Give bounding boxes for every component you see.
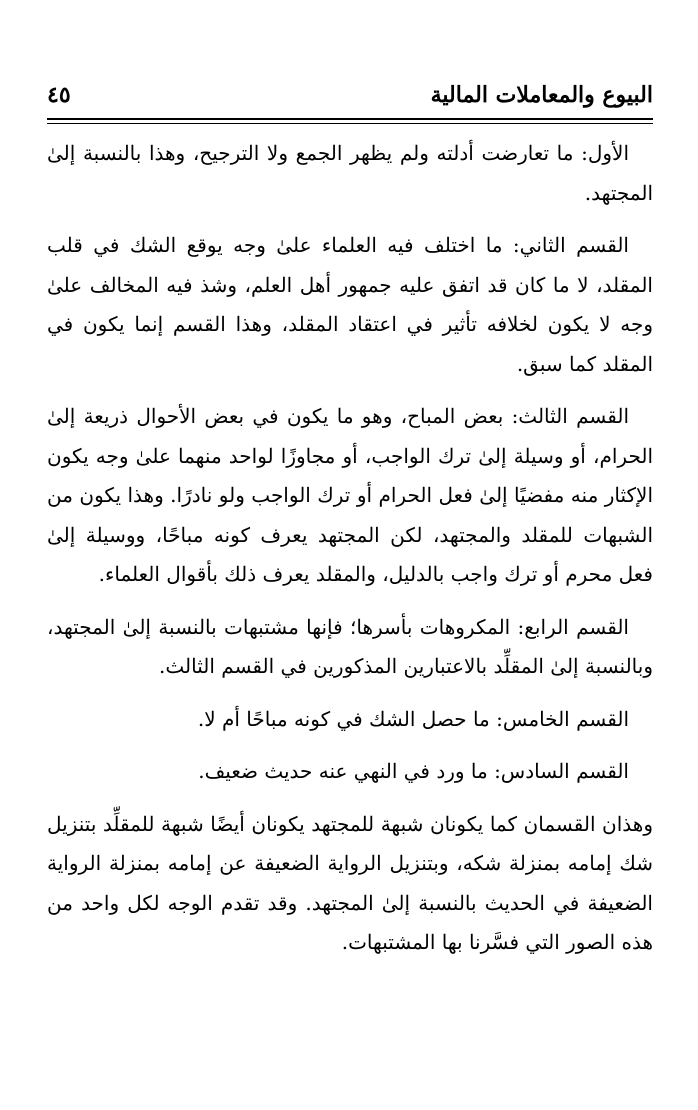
body-text bbox=[47, 134, 653, 963]
header-rule-thick bbox=[47, 118, 653, 120]
page-header bbox=[47, 78, 653, 112]
running-title: البيوع والمعاملات المالية bbox=[430, 82, 653, 108]
page-number: ٤٥ bbox=[47, 82, 71, 108]
paragraph-section-three: القسم الثالث: بعض المباح، وهو ما يكون في بعض الأحوال ذريعة إلىٰ الحرام، أو وسيلة إلىٰ ترك الواجب، أو مجاوزًا لواحد منهما علىٰ وجه يكون الإكثار منه مفضيًا إلىٰ فعل الحرام أو ترك الواجب ولو نادرًا. وهذا يكون من الشبهات للمقلد والمجتهد، لكن المجتهد يعرف كونه مباحًا، ووسيلة إلىٰ فعل محرم أو ترك واجب بالدليل، والمقلد يعرف ذلك بأقوال العلماء. bbox=[47, 404, 653, 586]
paragraph-section-five: القسم الخامس: ما حصل الشك في كونه مباحًا أم لا. bbox=[197, 706, 629, 731]
paragraph-section-two: القسم الثاني: ما اختلف فيه العلماء علىٰ وجه يوقع الشك في قلب المقلد، لا ما كان قد اتفق عليه جمهور أهل العلم، وشذ فيه المخالف علىٰ وجه لا يكون لخلافه تأثير في اعتقاد المقلد، وهذا القسم إنما يكون في المقلد كما سبق. bbox=[47, 233, 653, 376]
header-rule-thin bbox=[47, 123, 653, 124]
paragraph-section-four: القسم الرابع: المكروهات بأسرها؛ فإنها مشتبهات بالنسبة إلىٰ المجتهد، وبالنسبة إلىٰ المقلِّد بالاعتبارين المذكورين في القسم الثالث. bbox=[47, 614, 653, 678]
paragraph-first: الأول: ما تعارضت أدلته ولم يظهر الجمع ولا الترجيح، وهذا بالنسبة إلىٰ المجتهد. bbox=[47, 141, 653, 205]
paragraph-section-six: القسم السادس: ما ورد في النهي عنه حديث ضعيف. bbox=[198, 759, 629, 783]
paragraph-conclusion: وهذان القسمان كما يكونان شبهة للمجتهد يكونان أيضًا شبهة للمقلِّد بتنزيل شك إمامه بمنزلة شكه، وبتنزيل الرواية الضعيفة عن إمامه بمنزلة الرواية الضعيفة في الحديث بالنسبة إلىٰ المجتهد. وقد تقدم الوجه لكل واحد من هذه الصور التي فسَّرنا بها المشتبهات. bbox=[47, 811, 653, 954]
